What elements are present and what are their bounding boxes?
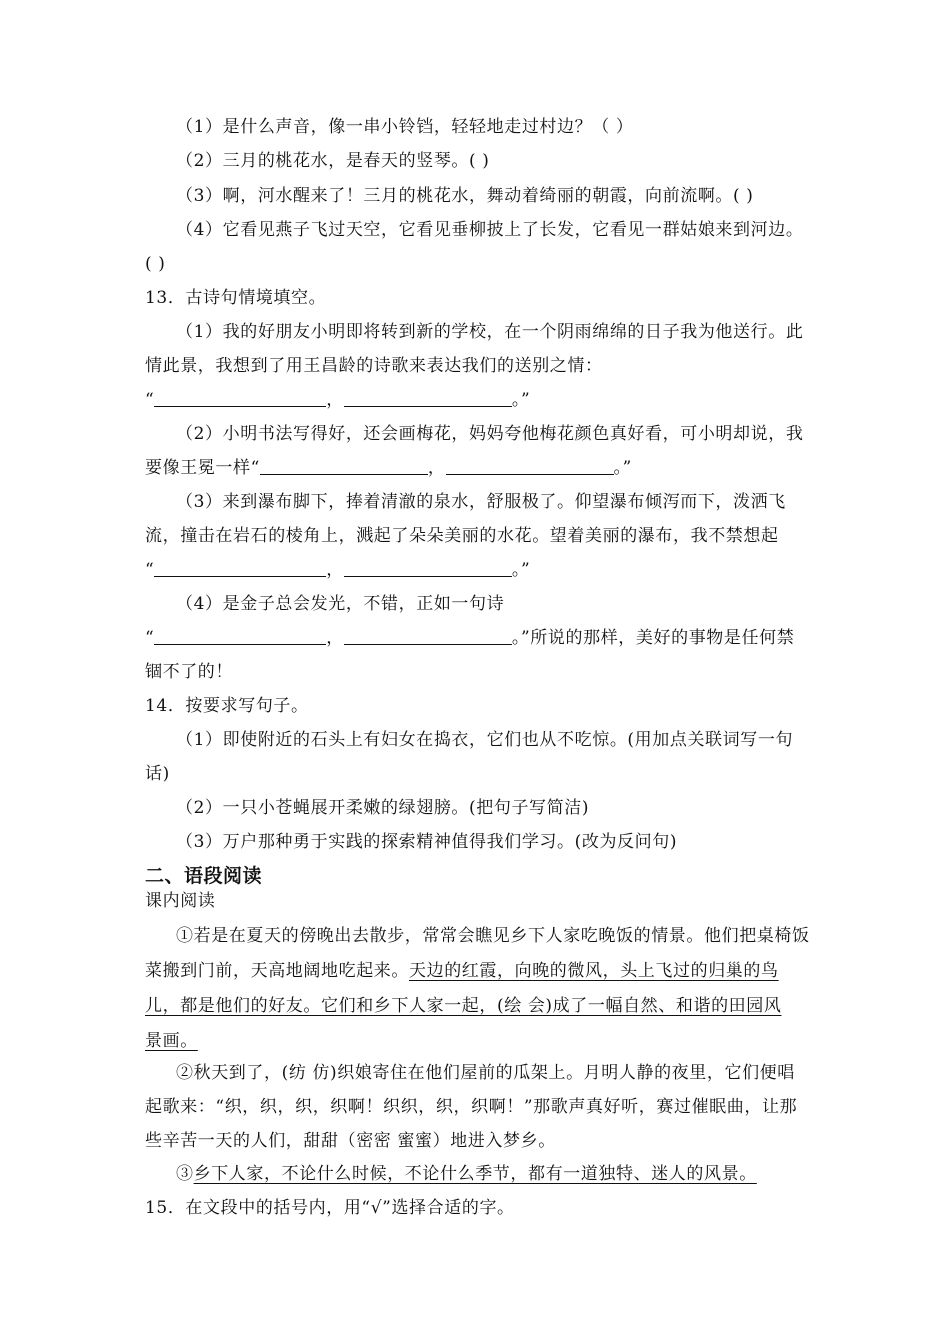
q14-p1-line2: 话) — [145, 764, 170, 784]
q12-item-3: （3）啊，河水醒来了！三月的桃花水，舞动着绮丽的朝霞，向前流啊。( ) — [176, 186, 754, 206]
passage-para1-line2: 菜搬到门前，天高地阔地吃起来。天边的红霞，向晚的微风，头上飞过的归巢的鸟 — [145, 961, 779, 981]
q13-title: 13．古诗句情境填空。 — [145, 288, 327, 308]
passage-para3: ③乡下人家，不论什么时候，不论什么季节，都有一道独特、迷人的风景。 — [176, 1164, 757, 1184]
q12-item-1: （1）是什么声音，像一串小铃铛，轻轻地走过村边？（ ） — [176, 117, 634, 137]
poem-blank[interactable] — [154, 558, 326, 577]
q13-p1-line2: 情此景，我想到了用王昌龄的诗歌来表达我们的送别之情： — [145, 356, 603, 376]
q13-p4-line3: 锢不了的！ — [145, 662, 233, 682]
q14-p3: （3）万户那种勇于实践的探索精神值得我们学习。(改为反问句) — [176, 832, 678, 852]
underlined-sentence: 天边的红霞，向晚的微风，头上飞过的归巢的鸟 — [409, 961, 779, 981]
poem-blank[interactable] — [154, 626, 326, 645]
q13-p1-blanks: “ ， 。” — [145, 390, 531, 410]
q15-title: 15．在文段中的括号内，用“√”选择合适的字。 — [145, 1198, 515, 1218]
poem-blank[interactable] — [446, 456, 614, 475]
q13-p3-blanks: “ ， 。” — [145, 560, 531, 580]
q12-item-4: （4）它看见燕子飞过天空，它看见垂柳披上了长发，它看见一群姑娘来到河边。 — [176, 220, 804, 240]
poem-blank[interactable] — [344, 558, 512, 577]
passage-para1-line4: 景画。 — [145, 1031, 198, 1051]
poem-blank[interactable] — [154, 388, 326, 407]
passage-para2-line1: ②秋天到了，(纺 仿)织娘寄住在他们屋前的瓜架上。月明人静的夜里，它们便唱 — [176, 1063, 795, 1083]
poem-blank[interactable] — [344, 388, 512, 407]
q14-title: 14．按要求写句子。 — [145, 696, 309, 716]
section-heading: 二、语段阅读 — [145, 865, 263, 887]
passage-para2-line2: 起歌来：“织，织，织，织啊！织织，织，织啊！”那歌声真好听，赛过催眠曲，让那 — [145, 1097, 798, 1117]
q13-p4-line1: （4）是金子总会发光，不错，正如一句诗 — [176, 594, 505, 614]
q13-p2-line1: （2）小明书法写得好，还会画梅花，妈妈夸他梅花颜色真好看，可小明却说，我 — [176, 424, 804, 444]
q14-p1-line1: （1）即使附近的石头上有妇女在捣衣，它们也从不吃惊。(用加点关联词写一句 — [176, 730, 794, 750]
q13-p1-line1: （1）我的好朋友小明即将转到新的学校，在一个阴雨绵绵的日子我为他送行。此 — [176, 322, 804, 342]
q13-p2-line2: 要像王冕一样“ ， 。” — [145, 458, 632, 478]
passage-para2-line3: 些辛苦一天的人们，甜甜（密密 蜜蜜）地进入梦乡。 — [145, 1131, 556, 1151]
poem-blank[interactable] — [260, 456, 428, 475]
q14-p2: （2）一只小苍蝇展开柔嫩的绿翅膀。(把句子写简洁) — [176, 798, 590, 818]
q12-item-4-answer: ( ) — [145, 254, 166, 274]
passage-para1-line1: ①若是在夏天的傍晚出去散步，常常会瞧见乡下人家吃晚饭的情景。他们把桌椅饭 — [176, 926, 810, 946]
q12-item-2: （2）三月的桃花水，是春天的竖琴。( ) — [176, 151, 490, 171]
q13-p4-line2: “ ， 。”所说的那样，美好的事物是任何禁 — [145, 628, 795, 648]
q13-p3-line2: 流，撞击在岩石的棱角上，溅起了朵朵美丽的水花。望着美丽的瀑布，我不禁想起 — [145, 526, 779, 546]
passage-para1-line3: 儿，都是他们的好友。它们和乡下人家一起，(绘 会)成了一幅自然、和谐的田园风 — [145, 996, 782, 1016]
poem-blank[interactable] — [344, 626, 512, 645]
section-subheading: 课内阅读 — [145, 891, 216, 911]
q13-p3-line1: （3）来到瀑布脚下，捧着清澈的泉水，舒服极了。仰望瀑布倾泻而下，泼洒飞 — [176, 492, 786, 512]
underlined-sentence: 乡下人家，不论什么时候，不论什么季节，都有一道独特、迷人的风景。 — [193, 1164, 757, 1184]
